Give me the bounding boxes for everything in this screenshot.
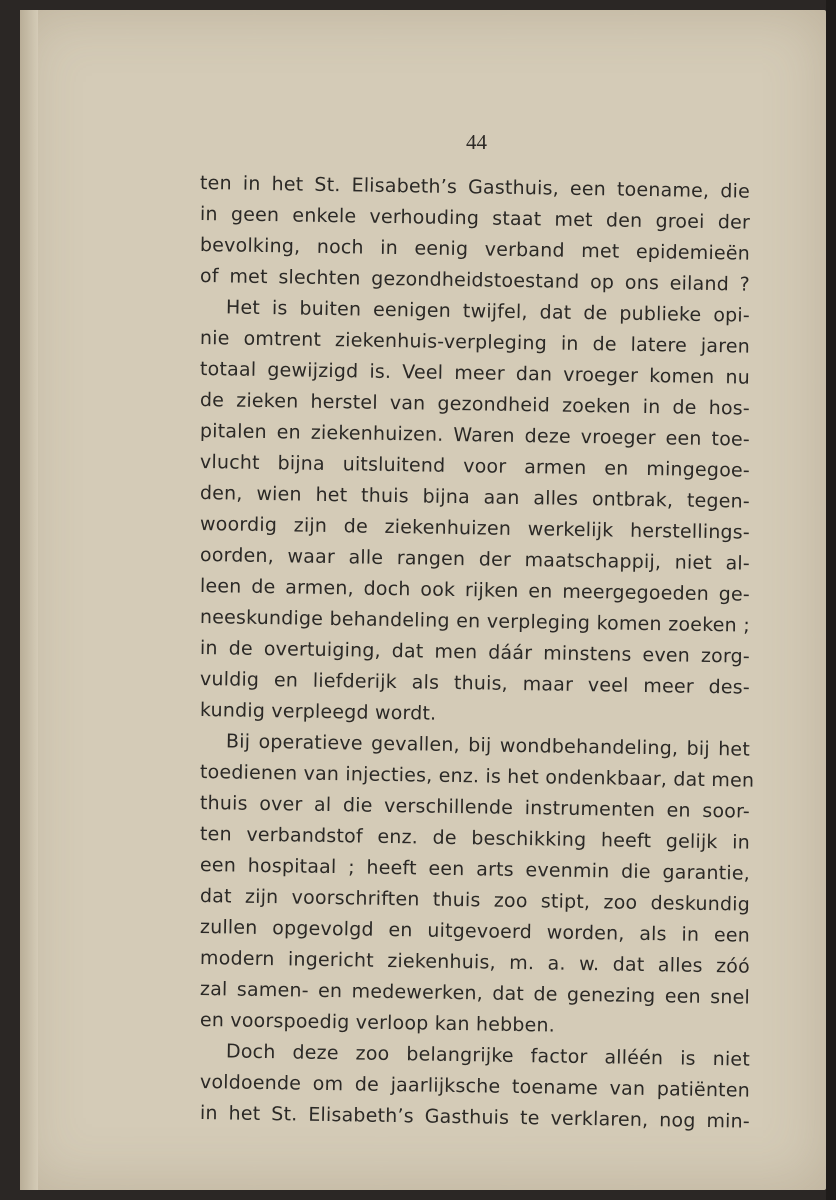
body-text (199, 168, 755, 1133)
text-line: Bij operatieve gevallen, bij wondbehandeling, bij het (225, 730, 751, 761)
page-binding-edge (20, 10, 38, 1190)
page-number: 44 (466, 130, 487, 154)
text-line: modern ingericht ziekenhuis, m. a. w. dat alles zóó (199, 947, 751, 978)
text-line: oorden, waar alle rangen der maatschappij, niet al- (199, 544, 751, 575)
text-line: ten in het St. Elisabeth’s Gasthuis, een toename, die (199, 172, 751, 203)
text-line: vlucht bijna uitsluitend voor armen en mingegoe- (199, 451, 751, 482)
text-line: totaal gewijzigd is. Veel meer dan vroeger komen nu (199, 358, 751, 389)
text-line: leen de armen, doch ook rijken en meergegoeden ge- (199, 575, 751, 606)
text-line: den, wien het thuis bijna aan alles ontbrak, tegen- (199, 482, 751, 513)
text-line: woordig zijn de ziekenhuizen werkelijk herstellings- (199, 513, 751, 544)
text-line: zal samen- en medewerken, dat de genezing een snel (199, 978, 751, 1009)
text-line: in het St. Elisabeth’s Gasthuis te verklaren, nog min- (199, 1102, 751, 1133)
text-line: een hospitaal ; heeft een arts evenmin die garantie, (199, 854, 751, 885)
text-line: Doch deze zoo belangrijke factor alléén is niet (225, 1040, 751, 1071)
text-line: kundig verpleegd wordt. (199, 699, 437, 725)
text-line: neeskundige behandeling en verpleging komen zoeken ; (199, 606, 751, 637)
text-line: of met slechten gezondheidstoestand op ons eiland ? (199, 265, 751, 296)
text-line: Het is buiten eenigen twijfel, dat de publieke opi- (225, 296, 751, 327)
text-line: en voorspoedig verloop kan hebben. (199, 1009, 556, 1037)
text-line: nie omtrent ziekenhuis-verpleging in de latere jaren (199, 327, 751, 358)
text-line: in de overtuiging, dat men dáár minstens even zorg- (199, 637, 751, 668)
text-line: ten verbandstof enz. de beschikking heeft gelijk in (199, 823, 751, 854)
text-line: in geen enkele verhouding staat met den groei der (199, 203, 751, 234)
scan-border (826, 0, 836, 1200)
text-line: thuis over al die verschillende instrumenten en soor- (199, 792, 751, 823)
text-line: vuldig en liefderijk als thuis, maar veel meer des- (199, 668, 751, 699)
text-line: zullen opgevolgd en uitgevoerd worden, als in een (199, 916, 751, 947)
text-line: pitalen en ziekenhuizen. Waren deze vroeger een toe- (199, 420, 751, 451)
text-line: de zieken herstel van gezondheid zoeken in de hos- (199, 389, 751, 420)
text-line: toedienen van injecties, enz. is het ondenkbaar, dat men (199, 761, 755, 792)
text-line: voldoende om de jaarlijksche toename van patiënten (199, 1071, 751, 1102)
text-line: bevolking, noch in eenig verband met epidemieën (199, 234, 751, 265)
text-line: dat zijn voorschriften thuis zoo stipt, zoo deskundig (199, 885, 751, 916)
